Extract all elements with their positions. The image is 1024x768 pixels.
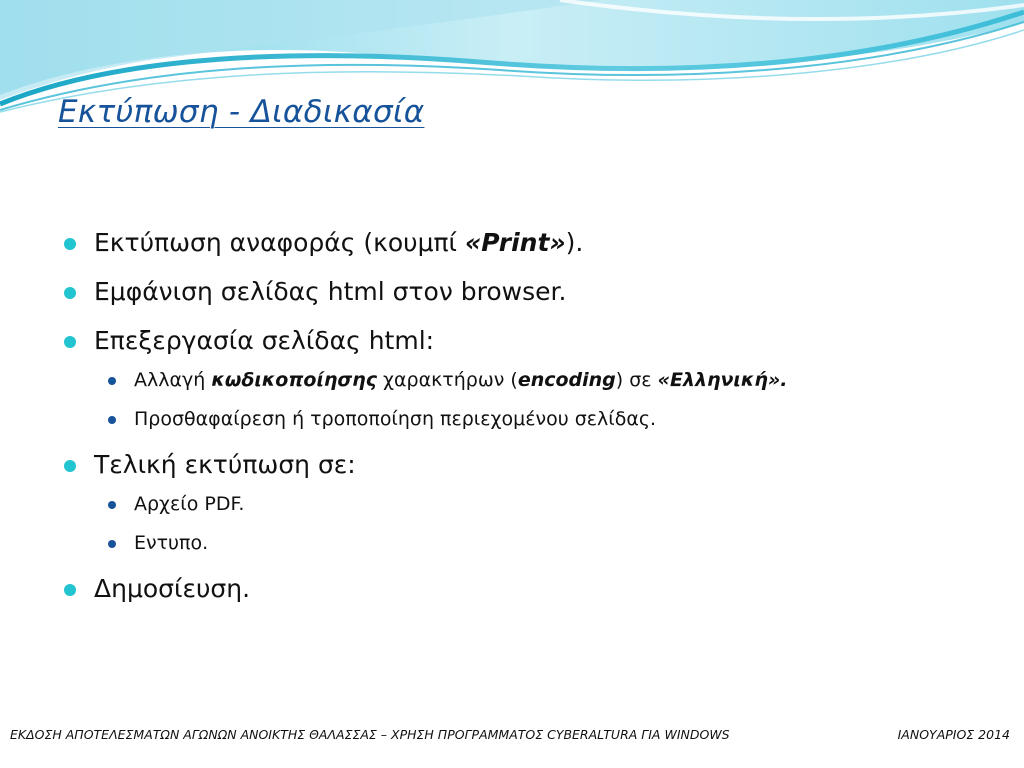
bullet-text: Επεξεργασία σελίδας html: bbox=[94, 326, 435, 355]
bullet-text-end: ). bbox=[565, 228, 584, 257]
sub-bullet-text: Εντυπο. bbox=[134, 532, 209, 554]
bullet-dot-icon bbox=[64, 584, 76, 596]
footer-title: ΕΚΔΟΣΗ ΑΠΟΤΕΛΕΣΜΑΤΩΝ ΑΓΩΝΩΝ ΑΝΟΙΚΤΗΣ ΘΑΛΑΣΣΑΣ – ΧΡΗΣΗ ΠΡΟΓΡΑΜΜΑΤΟΣ CYBERALTURA ΓΙΑ WINDOWS bbox=[10, 727, 730, 742]
bullet-text: Τελική εκτύπωση σε: bbox=[94, 450, 356, 479]
sub-list-item bbox=[64, 406, 964, 432]
sub-list-item bbox=[64, 491, 964, 517]
greek-encoding-term: «Ελληνική». bbox=[657, 369, 788, 391]
print-button-reference: «Print» bbox=[464, 228, 566, 257]
list-item bbox=[64, 448, 964, 482]
list-item bbox=[64, 275, 964, 309]
encoding-term: κωδικοποίησης bbox=[211, 369, 377, 391]
sub-bullet-text: Προσθαφαίρεση ή τροποποίηση περιεχομένου σελίδας. bbox=[134, 408, 657, 430]
bullet-dot-icon bbox=[64, 460, 76, 472]
sub-list-item bbox=[64, 367, 964, 393]
sub-bullet-text: ) σε bbox=[615, 369, 658, 391]
footer-date: ΙΑΝΟΥΑΡΙΟΣ 2014 bbox=[897, 727, 1010, 742]
bullet-text: Εκτύπωση αναφοράς (κουμπί bbox=[94, 228, 465, 257]
sub-bullet-dot-icon bbox=[108, 377, 116, 385]
sub-bullet-dot-icon bbox=[108, 501, 116, 509]
bullet-dot-icon bbox=[64, 336, 76, 348]
sub-bullet-text: Αρχείο PDF. bbox=[134, 493, 245, 515]
sub-bullet-dot-icon bbox=[108, 416, 116, 424]
list-item bbox=[64, 324, 964, 358]
sub-bullet-text: χαρακτήρων ( bbox=[376, 369, 518, 391]
bullet-list bbox=[64, 226, 964, 621]
list-item bbox=[64, 226, 964, 260]
bullet-dot-icon bbox=[64, 287, 76, 299]
sub-bullet-text: Αλλαγή bbox=[134, 369, 212, 391]
sub-list-item bbox=[64, 530, 964, 556]
bullet-dot-icon bbox=[64, 238, 76, 250]
list-item bbox=[64, 572, 964, 606]
sub-bullet-dot-icon bbox=[108, 540, 116, 548]
encoding-term-en: encoding bbox=[517, 369, 616, 391]
bullet-text: Δημοσίευση. bbox=[94, 574, 251, 603]
bullet-text: Εμφάνιση σελίδας html στον browser. bbox=[94, 277, 567, 306]
slide-title: Εκτύπωση - Διαδικασία bbox=[58, 94, 425, 130]
